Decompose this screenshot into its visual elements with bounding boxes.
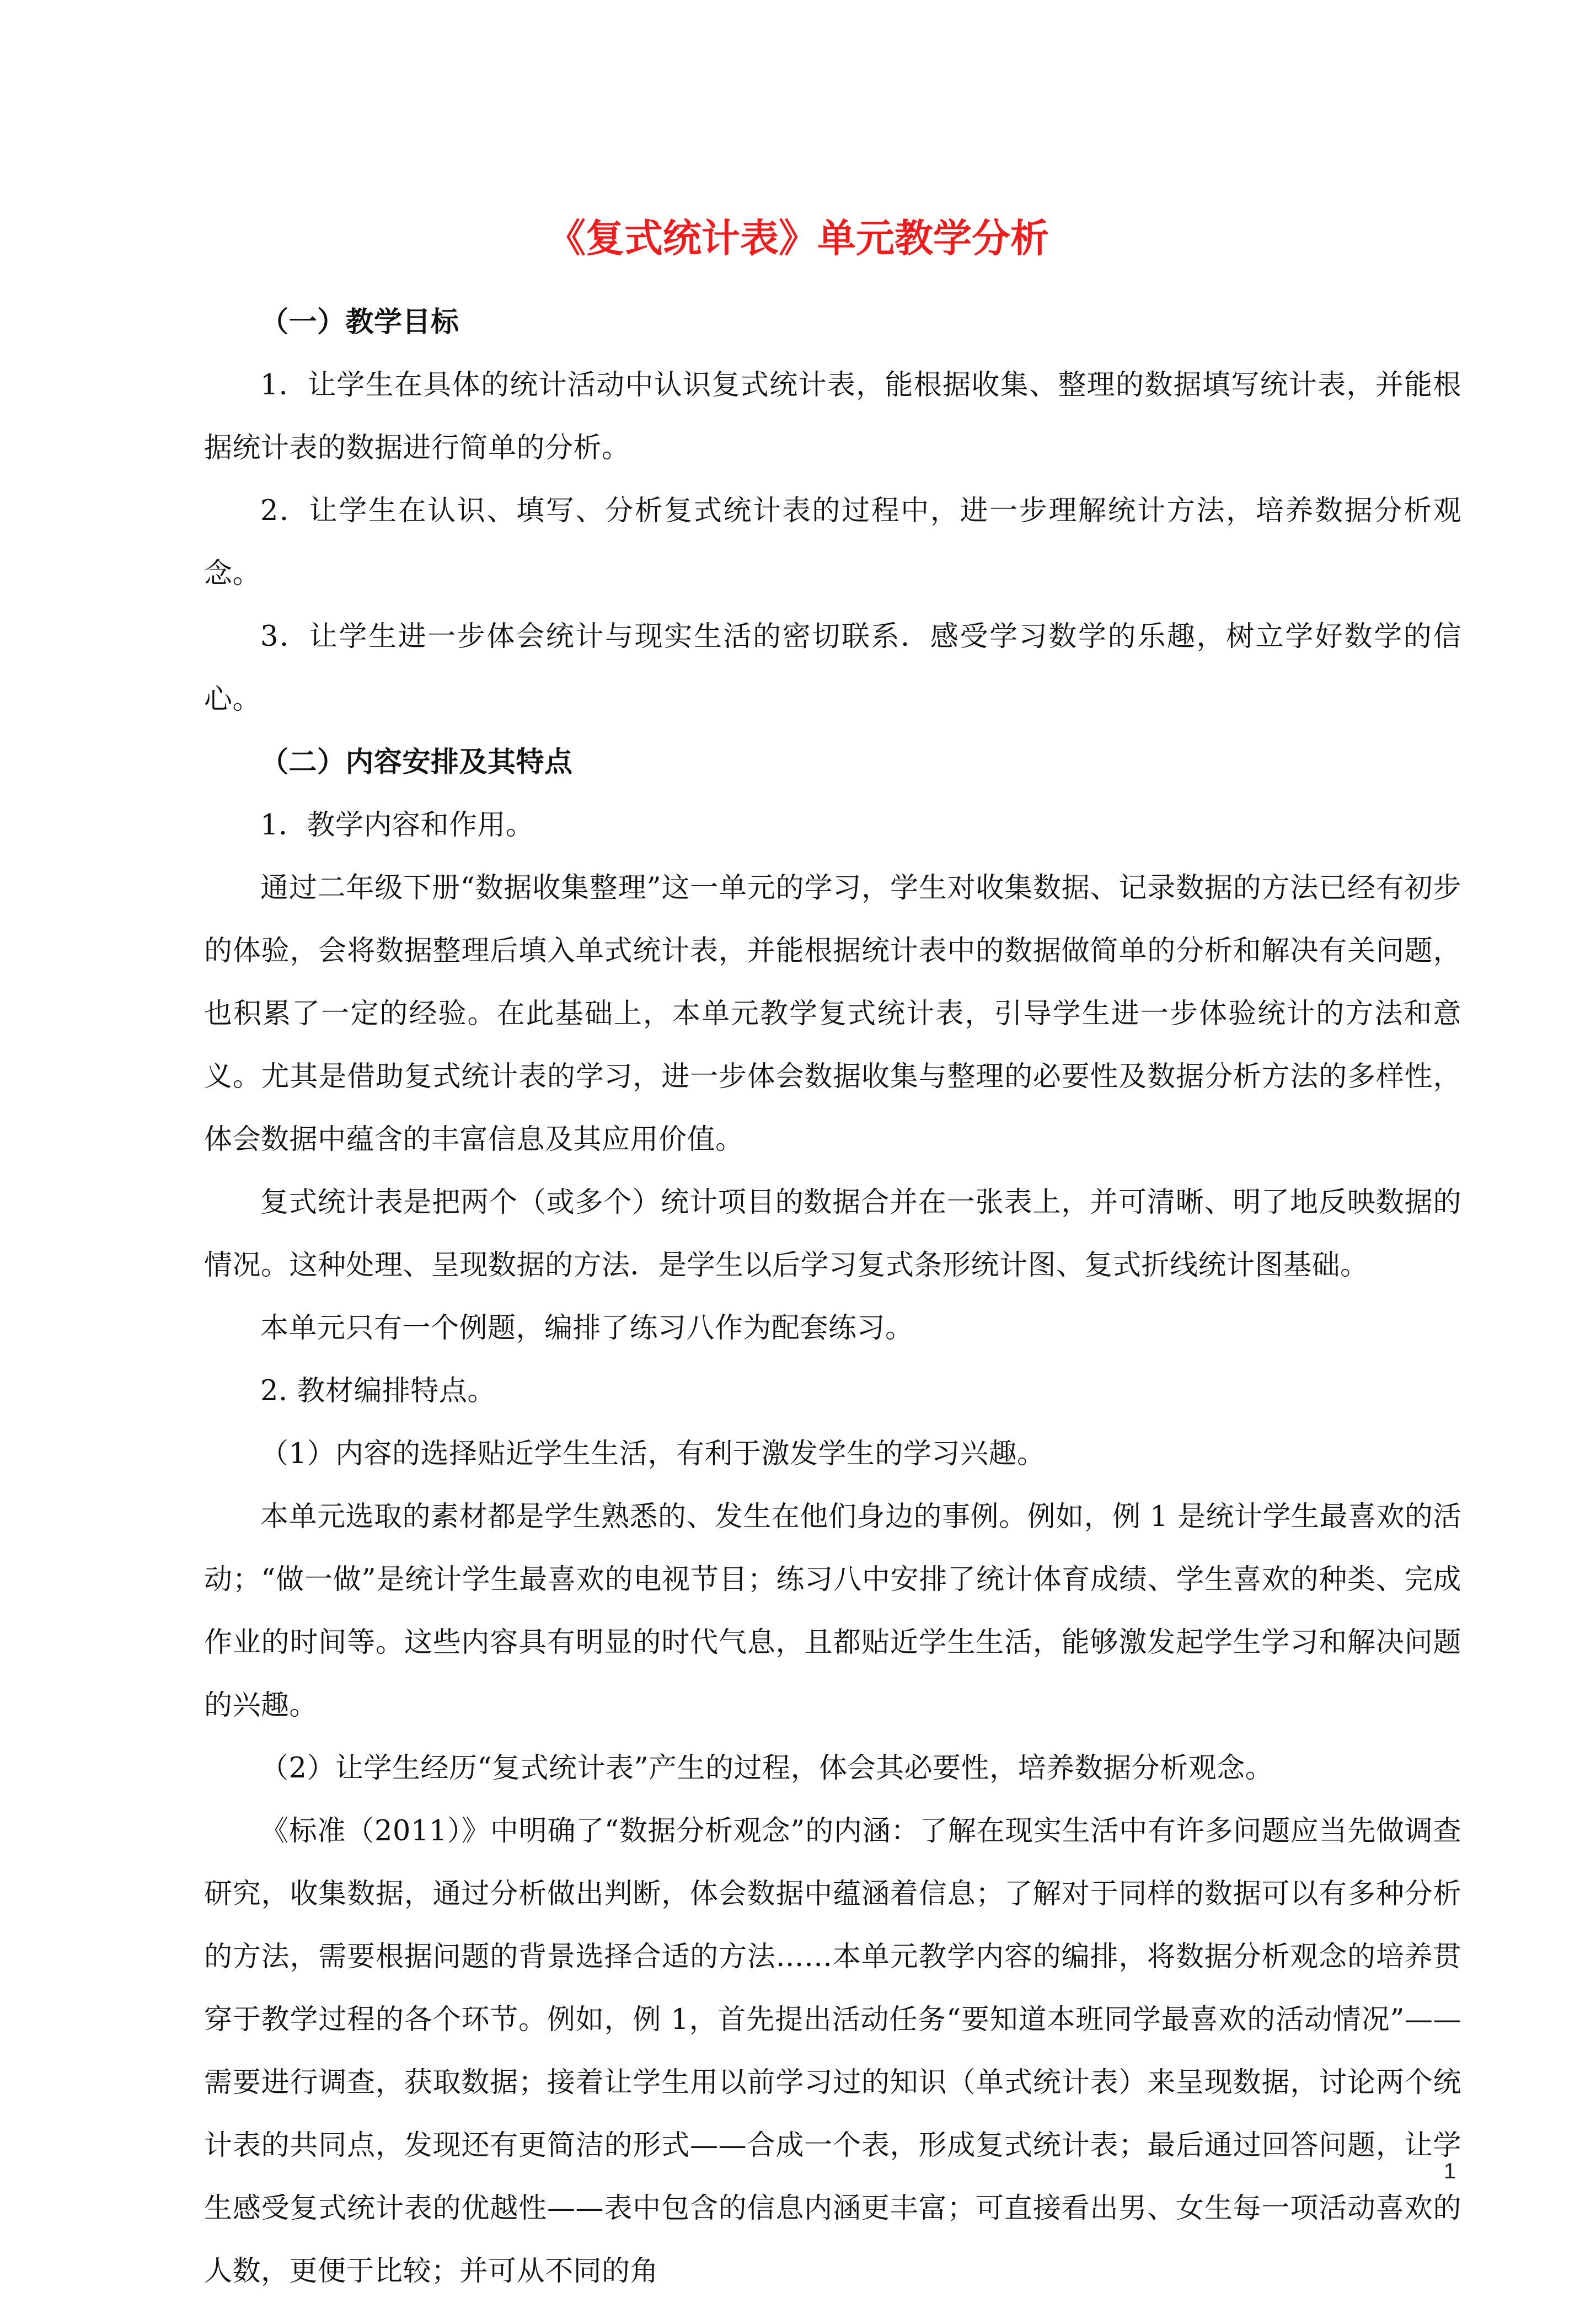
document-title: 《复式统计表》单元教学分析 <box>547 216 1049 261</box>
paragraph-feature-1-body: 本单元选取的素材都是学生熟悉的、发生在他们身边的事例。例如，例 1 是统计学生最喜欢的活动；“做一做”是统计学生最喜欢的电视节目；练习八中安排了统计体育成绩、学生喜欢的种类、完成作业的时间等。这些内容具有明显的时代气息，且都贴近学生生活，能够激发起学生学习和解决问题的兴趣。 <box>204 1501 1461 1722</box>
page-number: 1 <box>1443 2159 1456 2183</box>
paragraph-content-title: 1．教学内容和作用。 <box>260 809 534 842</box>
paragraph-feature-2-title: （2）让学生经历“复式统计表”产生的过程，体会其必要性，培养数据分析观念。 <box>260 1752 1274 1785</box>
section-heading-content: （二）内容安排及其特点 <box>260 746 573 779</box>
paragraph-feature-1-title: （1）内容的选择贴近学生生活，有利于激发学生的学习兴趣。 <box>260 1438 1046 1470</box>
paragraph-content-intro: 通过二年级下册“数据收集整理”这一单元的学习，学生对收集数据、记录数据的方法已经有初步的体验，会将数据整理后填入单式统计表，并能根据统计表中的数据做简单的分析和解决有关问题，也积累了一定的经验。在此基础上，本单元教学复式统计表，引导学生进一步体验统计的方法和意义。尤其是借助复式统计表的学习，进一步体会数据收集与整理的必要性及数据分析方法的多样性，体会数据中蕴含的丰富信息及其应用价值。 <box>204 872 1461 1156</box>
paragraph-feature-2-body: 《标准（2011）》中明确了“数据分析观念”的内涵：了解在现实生活中有许多问题应当先做调查研究，收集数据，通过分析做出判断，体会数据中蕴涵着信息；了解对于同样的数据可以有多种分析的方法，需要根据问题的背景选择合适的方法……本单元教学内容的编排，将数据分析观念的培养贯穿于教学过程的各个环节。例如，例 1，首先提出活动任务“要知道本班同学最喜欢的活动情况”——需要进行调查，获取数据；接着让学生用以前学习过的知识（单式统计表）来呈现数据，讨论两个统计表的共同点，发现还有更简洁的形式——合成一个表，形成复式统计表；最后通过回答问题，让学生感受复式统计表的优越性——表中包含的信息内涵更丰富；可直接看出男、女生每一项活动喜欢的人数，更便于比较；并可从不同的角 <box>204 1815 1461 2288</box>
document-body <box>204 291 1461 2303</box>
paragraph-objective-1: 1．让学生在具体的统计活动中认识复式统计表，能根据收集、整理的数据填写统计表，并能根据统计表的数据进行简单的分析。 <box>204 369 1461 464</box>
section-heading-objectives: （一）教学目标 <box>260 306 459 339</box>
paragraph-objective-3: 3．让学生进一步体会统计与现实生活的密切联系．感受学习数学的乐趣，树立学好数学的信心。 <box>204 620 1461 716</box>
paragraph-features-title: 2. 教材编排特点。 <box>260 1375 496 1407</box>
paragraph-objective-2: 2．让学生在认识、填写、分析复式统计表的过程中，进一步理解统计方法，培养数据分析观念。 <box>204 495 1461 590</box>
paragraph-compound-table-definition: 复式统计表是把两个（或多个）统计项目的数据合并在一张表上，并可清晰、明了地反映数据的情况。这种处理、呈现数据的方法．是学生以后学习复式条形统计图、复式折线统计图基础。 <box>204 1186 1461 1282</box>
paragraph-unit-structure: 本单元只有一个例题，编排了练习八作为配套练习。 <box>260 1312 914 1345</box>
